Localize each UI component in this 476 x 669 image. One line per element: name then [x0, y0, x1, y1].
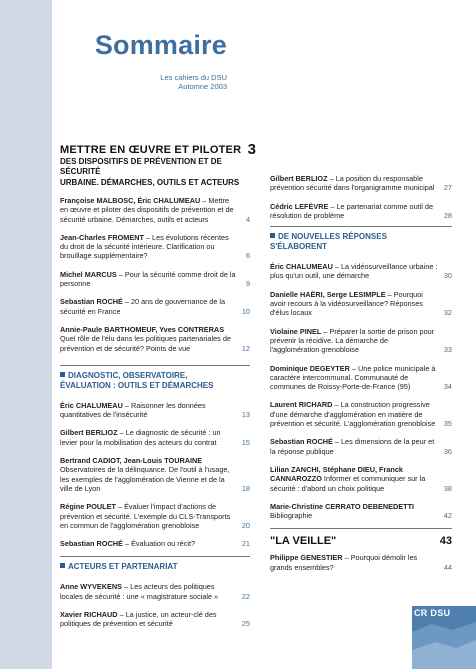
logo-text: CR DSU	[414, 608, 451, 618]
entry-page: 15	[241, 437, 250, 447]
entry-title: Bibliographie	[270, 511, 313, 521]
entry-author: Lilian ZANCHI, Stéphane DIEU, Franck CANNAROZZO	[270, 464, 403, 484]
entry-author: Philippe GENESTIER	[270, 553, 343, 563]
entry-title: Observatoires de la délinquance. De l'outil à l'usage, les exemples de l'agglomération de Vienne et de la ville de Lyon	[60, 465, 230, 493]
toc-entry[interactable]	[270, 465, 452, 493]
toc-entry[interactable]	[60, 539, 250, 548]
entry-title: – Les dimensions de la peur et la réponse publique	[270, 437, 435, 456]
veille-page: 43	[439, 535, 452, 548]
entry-author: Xavier RICHAUD	[60, 610, 118, 620]
toc-entry[interactable]	[270, 502, 452, 521]
entry-title: – Les acteurs des politiques locales de sécurité : une « magistrature sociale »	[60, 582, 219, 601]
main-section-title: METTRE EN ŒUVRE ET PILOTER	[60, 144, 242, 156]
section-divider	[60, 365, 250, 366]
entry-author: Sebastian ROCHÉ	[60, 539, 123, 549]
main-section-subtitle-2: URBAINE. DÉMARCHES, OUTILS ET ACTEURS	[60, 178, 240, 187]
entry-title: – Les évolutions récentes du droit de la sécurité intérieure. Clarification ou brouillage supplémentaire?	[60, 232, 229, 261]
toc-entry[interactable]	[60, 196, 250, 224]
entry-page: 44	[443, 562, 452, 572]
section-heading-veille	[270, 535, 452, 547]
entry-author: Françoise MALBOSC, Éric CHALUMEAU	[60, 196, 201, 205]
entry-author: Gilbert BERLIOZ	[270, 174, 328, 183]
entry-title: – Évaluation ou récit?	[122, 539, 196, 549]
main-section-heading	[60, 141, 256, 188]
entry-author: Jean-Charles FROMENT	[60, 232, 144, 242]
page-header	[0, 0, 476, 108]
toc-entry[interactable]	[60, 428, 250, 447]
entry-title: – La construction progressive d'une démarche d'agglomération en matière de prévention et sécurité. L'agglomération grenobloise	[270, 400, 436, 429]
entry-author: Annie-Paule BARTHOMEUF, Yves CONTRERAS	[60, 324, 225, 334]
toc-entry[interactable]	[270, 437, 452, 456]
entry-page: 36	[443, 446, 452, 456]
square-bullet-icon	[60, 372, 65, 377]
entry-page: 27	[443, 183, 452, 193]
entry-page: 13	[241, 410, 250, 420]
section-divider	[270, 528, 452, 529]
toc-entry[interactable]	[60, 502, 250, 530]
toc-entry[interactable]	[60, 401, 250, 420]
toc-entry[interactable]	[270, 174, 452, 193]
entry-author: Violaine PINEL	[270, 326, 322, 336]
entry-title: – Le diagnostic de sécurité : un levier pour la mobilisation des acteurs du contrat	[60, 428, 221, 447]
entry-author: Sebastian ROCHÉ	[60, 297, 123, 307]
toc-entry[interactable]	[60, 270, 250, 289]
entry-page: 38	[443, 483, 452, 493]
right-column	[270, 174, 452, 572]
entry-page: 6	[245, 251, 250, 261]
entry-title: – La justice, un acteur-clé des politiques de prévention et sécurité	[60, 610, 217, 629]
entry-page: 28	[443, 210, 452, 220]
entry-author: Régine POULET	[60, 502, 116, 512]
left-column	[60, 196, 250, 629]
entry-page: 42	[443, 511, 452, 521]
entry-title: – Une police municipale à caractère intercommunal. Communauté de communes de Roissy-Porte-de-France (95)	[270, 363, 436, 392]
entry-title: – Mettre en œuvre et piloter des dispositifs de prévention et de sécurité urbaine. Démarches, outils et acteurs	[60, 196, 234, 224]
toc-entry[interactable]	[270, 202, 452, 221]
section-divider	[270, 226, 452, 227]
entry-title: Informer et communiquer sur la sécurité : d'abord un choix politique	[270, 474, 426, 493]
square-bullet-icon	[60, 563, 65, 568]
entry-page: 25	[241, 619, 250, 629]
section-heading-acteurs: ACTEURS ET PARTENARIAT	[60, 562, 250, 572]
entry-title: – Pour la sécurité comme droit de la personne	[60, 269, 236, 289]
section-heading-diagnostic: DIAGNOSTIC, OBSERVATOIRE, ÉVALUATION : OUTILS ET DÉMARCHES	[60, 370, 214, 390]
toc-entry[interactable]	[60, 610, 250, 629]
toc-entry[interactable]	[60, 582, 250, 601]
entry-author: Éric CHALUMEAU	[270, 262, 333, 272]
toc-entry[interactable]	[270, 364, 452, 392]
entry-title: – Pourquoi démolir les grands ensembles?	[270, 553, 418, 572]
toc-entry[interactable]	[270, 400, 452, 428]
entry-author: Anne WYVEKENS	[60, 582, 123, 592]
entry-author: Éric CHALUMEAU	[60, 400, 123, 410]
toc-entry[interactable]	[270, 553, 452, 572]
page-title: Sommaire	[94, 30, 227, 60]
entry-author: Bertrand CADIOT, Jean-Louis TOURAINE	[60, 456, 203, 466]
entry-page: 4	[245, 214, 250, 224]
entry-page: 9	[245, 279, 250, 289]
main-section-subtitle-1: DES DISPOSITIFS DE PRÉVENTION ET DE SÉCURITÉ	[60, 157, 222, 176]
entry-author: Laurent RICHARD	[270, 400, 333, 410]
entry-page: 32	[443, 308, 452, 318]
section-divider	[60, 556, 250, 557]
section-heading-reponses: DE NOUVELLES RÉPONSES S'ÉLABORENT	[270, 232, 387, 252]
entry-page: 12	[241, 343, 250, 353]
entry-page: 22	[241, 591, 250, 601]
entry-author: Sebastian ROCHÉ	[270, 437, 333, 447]
entry-page: 34	[443, 382, 452, 392]
page-subtitle	[160, 73, 227, 91]
entry-title: – La vidéosurveillance urbaine : plus qu'un outil, une démarche	[270, 262, 438, 281]
entry-page: 18	[241, 483, 250, 493]
subtitle-season: Automne 2003	[178, 82, 227, 91]
entry-title: – La position du responsable prévention sécurité dans l'organigramme municipal	[270, 174, 435, 193]
entry-author: Danielle HAËRI, Serge LESIMPLE	[270, 289, 386, 299]
square-bullet-icon	[270, 233, 275, 238]
entry-page: 33	[443, 345, 452, 355]
main-section-page: 3	[247, 141, 256, 158]
entry-title: – Préparer la sortie de prison pour prévenir la récidive. La démarche de l'agglomération grenobloise	[270, 326, 435, 355]
entry-page: 35	[443, 419, 452, 429]
entry-page: 20	[241, 520, 250, 530]
entry-title: – Raisonner les données quantitatives de l'insécurité	[60, 400, 206, 420]
toc-entry[interactable]	[60, 325, 250, 353]
entry-author: Gilbert BERLIOZ	[60, 428, 118, 438]
entry-title: – Le partenariat comme outil de résolution de problème	[270, 201, 434, 220]
toc-entry[interactable]	[60, 233, 250, 261]
toc-entry[interactable]	[60, 456, 250, 493]
toc-entry[interactable]	[270, 262, 452, 281]
entry-title: – Évaluer l'impact d'actions de prévention et sécurité. L'exemple du CLS-Transports en commun de l'agglomération grenobloise	[60, 502, 231, 530]
entry-title: – Pourquoi avoir recours à la vidéosurveillance? Réponses d'élus locaux	[270, 289, 423, 318]
entry-title: Quel rôle de l'élu dans les politiques partenariales de prévention et de sécurité? Points de vue	[60, 334, 231, 353]
toc-entry[interactable]	[270, 327, 452, 355]
veille-title: "LA VEILLE"	[270, 535, 337, 548]
entry-author: Michel MARCUS	[60, 269, 117, 279]
toc-entry[interactable]	[60, 297, 250, 316]
entry-author: Cédric LEFÈVRE	[270, 201, 329, 211]
entry-page: 21	[241, 539, 250, 549]
entry-author: Marie-Christine CERRATO DEBENEDETTI	[270, 501, 415, 511]
entry-title: – 20 ans de gouvernance de la sécurité en France	[60, 297, 226, 316]
toc-entry[interactable]	[270, 290, 452, 318]
entry-page: 10	[241, 306, 250, 316]
entry-author: Dominique DEGEYTER	[270, 363, 350, 373]
entry-page: 30	[443, 271, 452, 281]
subtitle-publication: Les cahiers du DSU	[160, 73, 227, 82]
